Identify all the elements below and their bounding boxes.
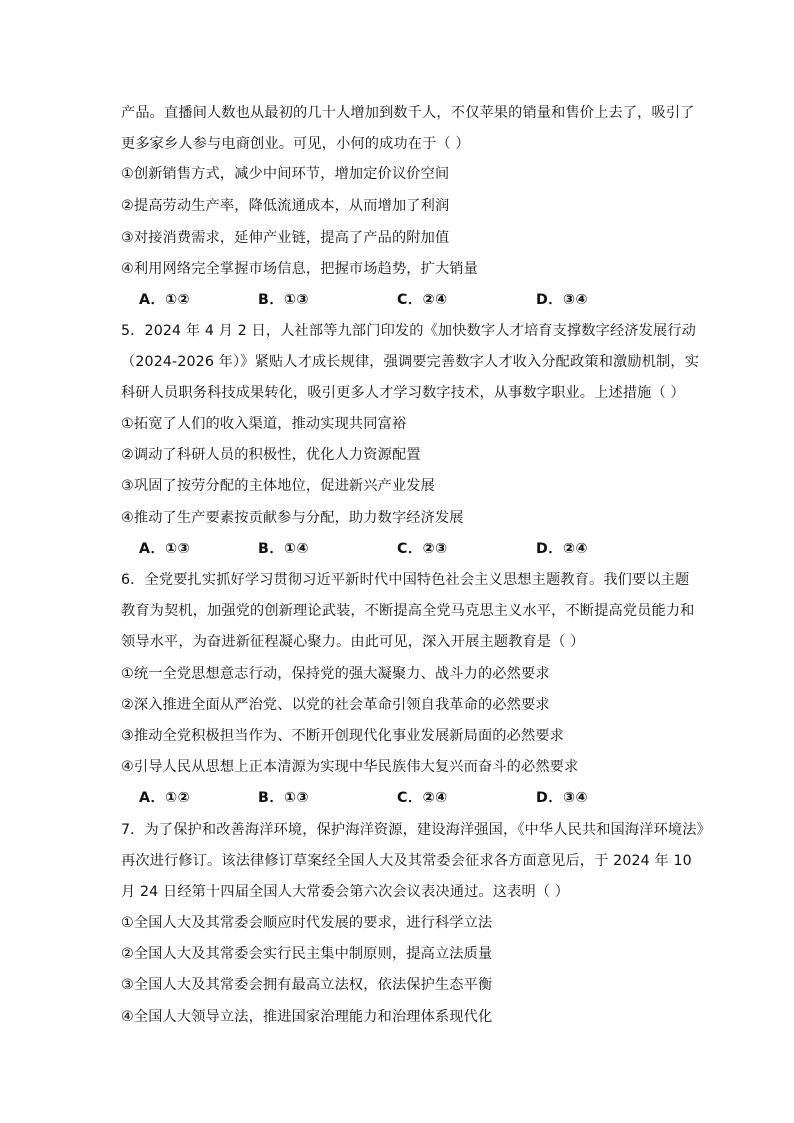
q5-option-c[interactable]: C．②③ bbox=[397, 541, 448, 557]
q5-stem-line-2: （2024-2026 年）》紧贴人才成长规律，强调要完善数字人才收入分配政策和激励机制，实 bbox=[121, 354, 700, 370]
q6-stem-line-3: 领导水平，为奋进新征程凝心聚力。由此可见，深入开展主题教育是（ ） bbox=[121, 634, 585, 650]
q6-statement-4: ④引导人民从思想上正本清源为实现中华民族伟大复兴而奋斗的必然要求 bbox=[121, 759, 579, 775]
q5-option-d[interactable]: D．②④ bbox=[536, 541, 588, 557]
q7-statement-3: ③全国人大及其常委会拥有最高立法权，依法保护生态平衡 bbox=[121, 977, 493, 993]
q6-option-a[interactable]: A．①② bbox=[139, 790, 191, 806]
q4-stem-line-2: 更多家乡人参与电商创业。可见，小何的成功在于（ ） bbox=[121, 136, 470, 152]
q5-statement-4: ④推动了生产要素按贡献参与分配，助力数字经济发展 bbox=[121, 510, 464, 526]
q4-statement-4: ④利用网络完全掌握市场信息，把握市场趋势，扩大销量 bbox=[121, 261, 478, 277]
q5-stem-line-3: 科研人员职务科技成果转化，吸引更多人才学习数字技术，从事数字职业。上述措施（ ） bbox=[121, 385, 685, 401]
q5-stem-line-1: 5．2024 年 4 月 2 日，人社部等九部门印发的《加快数字人才培育支撑数字经济发展行动 bbox=[121, 323, 697, 339]
q6-stem-line-1: 6．全党要扎实抓好学习贯彻习近平新时代中国特色社会主义思想主题教育。我们要以主题 bbox=[121, 572, 690, 588]
q5-option-a[interactable]: A．①③ bbox=[139, 541, 191, 557]
q5-options bbox=[139, 539, 619, 559]
q6-option-c[interactable]: C．②④ bbox=[397, 790, 448, 806]
q5-statement-2: ②调动了科研人员的积极性，优化人力资源配置 bbox=[121, 447, 421, 463]
q4-option-d[interactable]: D．③④ bbox=[536, 292, 588, 308]
q4-stem-line-1: 产品。直播间人数也从最初的几十人增加到数千人，不仅苹果的销量和售价上去了，吸引了 bbox=[121, 105, 695, 121]
q7-statement-1: ①全国人大及其常委会顺应时代发展的要求，进行科学立法 bbox=[121, 915, 493, 931]
q5-statement-1: ①拓宽了人们的收入渠道，推动实现共同富裕 bbox=[121, 416, 407, 432]
q6-option-d[interactable]: D．③④ bbox=[536, 790, 588, 806]
q4-option-b[interactable]: B．①③ bbox=[258, 292, 310, 308]
q4-statement-3: ③对接消费需求，延伸产业链，提高了产品的附加值 bbox=[121, 230, 450, 246]
q4-statement-2: ②提高劳动生产率，降低流通成本，从而增加了利润 bbox=[121, 198, 450, 214]
q4-options bbox=[139, 290, 619, 310]
q7-stem-line-3: 月 24 日经第十四届全国人大常委会第六次会议表决通过。这表明（ ） bbox=[121, 884, 570, 900]
q6-stem-line-2: 教育为契机，加强党的创新理论武装，不断提高全党马克思主义水平，不断提高党员能力和 bbox=[121, 603, 695, 619]
q6-statement-2: ②深入推进全面从严治党、以党的社会革命引领自我革命的必然要求 bbox=[121, 697, 550, 713]
q7-statement-4: ④全国人大领导立法，推进国家治理能力和治理体系现代化 bbox=[121, 1009, 493, 1025]
q5-statement-3: ③巩固了按劳分配的主体地位，促进新兴产业发展 bbox=[121, 478, 435, 494]
q6-statement-3: ③推动全党积极担当作为、不断开创现代化事业发展新局面的必然要求 bbox=[121, 728, 564, 744]
q7-stem-line-2: 再次进行修订。该法律修订草案经全国人大及其常委会征求各方面意见后，于 2024 年 10 bbox=[121, 853, 692, 869]
q5-option-b[interactable]: B．①④ bbox=[258, 541, 310, 557]
q4-option-a[interactable]: A．①② bbox=[139, 292, 191, 308]
q6-statement-1: ①统一全党思想意志行动，保持党的强大凝聚力、战斗力的必然要求 bbox=[121, 666, 550, 682]
q6-options bbox=[139, 788, 619, 808]
q6-option-b[interactable]: B．①③ bbox=[258, 790, 310, 806]
q4-statement-1: ①创新销售方式，减少中间环节，增加定价议价空间 bbox=[121, 166, 450, 182]
q4-option-c[interactable]: C．②④ bbox=[397, 292, 448, 308]
q7-statement-2: ②全国人大及其常委会实行民主集中制原则，提高立法质量 bbox=[121, 946, 493, 962]
q7-stem-line-1: 7．为了保护和改善海洋环境，保护海洋资源，建设海洋强国，《中华人民共和国海洋环境法》 bbox=[121, 822, 711, 838]
